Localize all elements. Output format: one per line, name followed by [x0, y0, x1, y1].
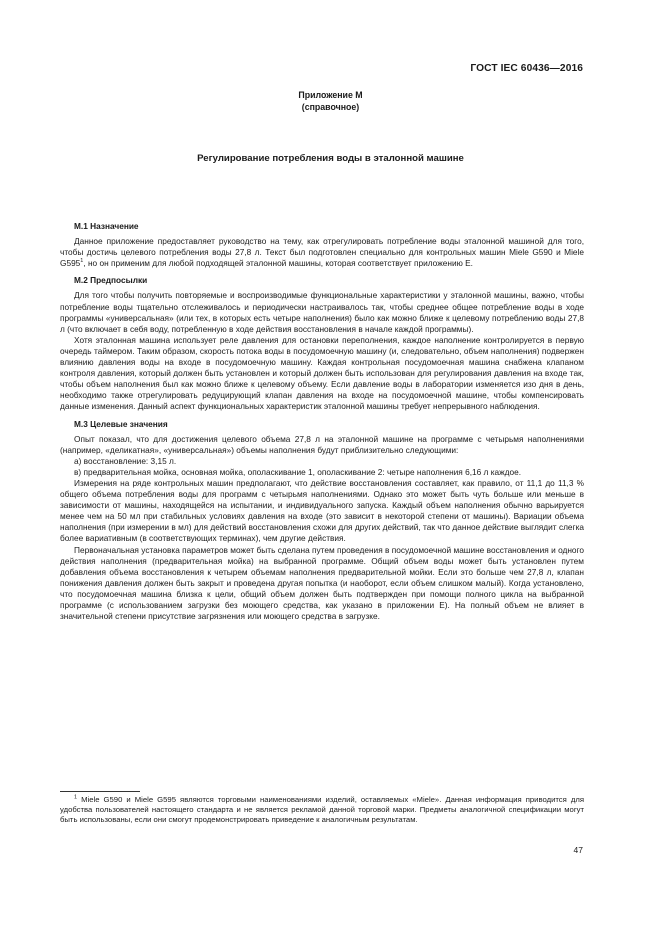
footnote-ref[interactable]: 1 [80, 258, 84, 265]
purpose-text-start: Данное приложение предоставляет руководство на тему, как отрегулировать потребление воды эталонной машиной для того, чтобы достичь целевого потребления воды 27,8 л. Текст был подготовлен специально для контрольных машин Miele G590 и Miele G595 [60, 236, 584, 269]
background-paragraph-2: Хотя эталонная машина использует реле давления для остановки переполнения, каждое наполнение контролируется в первую очередь таймером. Таким образом, скорость потока воды в посудомоечную машину (и, следовательно, объем наполнения) подвержен влиянию давления воды на входе в посудомоечную машину. Каждая контрольная посудомоечная машина снабжена клапаном контроля давления, который должен быть установлен и который должен быть использован для регулирования давления на входе так, чтобы объем наполнения был как можно ближе к целевому объему. Если давление воды в лаборатории изменяется изо дня в день, необходимо также отрегулировать редуцирующий клапан давления на входе на посудомоечной машине, чтобы компенсировать данные изменения. Данный аспект функциональных характеристик эталонной машины требует непрерывного наблюдения. [60, 334, 584, 412]
annex-title: Приложение М [298, 90, 363, 100]
targets-paragraph-2: Измерения на ряде контрольных машин предполагают, что действие восстановления составляет, как правило, от 11,1 до 11,3 % общего объема потребления воды для программ с четырьмя наполнениями. Однако это может быть чуть больше или меньше в зависимости от машины, находящейся на испытании, и индивидуального запуска. Каждый объем наполнения обычно варьируется менее чем на 50 мл при стабильных условиях давления на входе (это зависит в некоторой степени от машины). Вариации объема наполнения (при измерении в мл) для действий восстановления схожи для других действий, так что данное действие выглядит слегка более вариативным (в соответствующих терминах), чем другие действия. [60, 477, 584, 544]
annex-subtitle: (справочное) [301, 101, 360, 112]
annex-heading [0, 90, 661, 113]
footnote-text: Miele G590 и Miele G595 являются торговыми наименованиями изделий, оставляемых «Miele». Данная информация приводится для удобства пользователей настоящего стандарта и не является рекламой данной торговой марки. Предметы аналогичной спецификации могут быть использованы, если они смогут продемонстрировать приведение к аналогичным результатам. [60, 795, 584, 825]
background-paragraph-1: Для того чтобы получить повторяемые и воспроизводимые функциональные характеристики у эталонной машины, важно, чтобы потребление воды тщательно отслеживалось и периодически настраивалось так, чтобы среднее общее потребление воды в ходе программы «универсальная» (или тех, в которых есть четыре наполнения) было как можно ближе к целевому потреблению воды 27,8 л (что включает в себя воду, потребленную в ходе действия восстановления в начале каждой программы). [60, 290, 584, 334]
section-heading-targets: М.3 Целевые значения [74, 418, 168, 429]
footnote-divider [60, 791, 140, 792]
purpose-paragraph [60, 236, 584, 269]
standard-designation: ГОСТ IEC 60436—2016 [470, 63, 583, 74]
page-number: 47 [573, 845, 583, 855]
section-heading-purpose: М.1 Назначение [74, 221, 139, 231]
targets-paragraph-1: Опыт показал, что для достижения целевого объема 27,8 л на эталонной машине на программе с четырьмя наполнениями (например, «деликатная», «универсальная») объемы наполнения будут приблизительно следующими: [60, 433, 584, 455]
document-body [60, 221, 584, 622]
purpose-text-end: , но он применим для любой подходящей эталонной машины, которая соответствует приложению Е. [83, 258, 473, 269]
targets-list-item-a: а) восстановление: 3,15 л. [74, 455, 177, 466]
targets-list-item-b: в) предварительная мойка, основная мойка, ополаскивание 1, ополаскивание 2: четыре наполнения 6,16 л каждое. [74, 466, 522, 477]
section-heading-background: М.2 Предпосылки [74, 275, 148, 286]
page-title: Регулирование потребления воды в эталонной машине [197, 153, 464, 164]
footnote [60, 795, 584, 826]
footnote-marker: 1 [74, 794, 78, 801]
targets-paragraph-3: Первоначальная установка параметров может быть сделана путем проведения в посудомоечной машине восстановления и одного действия наполнения (предварительная мойка) на выбранной программе. Общий объем воды может быть установлен путем добавления объема восстановления к четырем объемам наполнения предварительной мойки. Если это больше чем 27,8 л, клапан понижения давления должен быть закрыт и проведена другая попытка (и наоборот, если объем слишком малый). Когда установлено, что посудомоечная машина близка к цели, общий объем должен быть подтвержден при помощи полного цикла на выбранной программе (с использованием загрузки без моющего средства, как указано в приложении Е). На полный объем не влияет в значительной степени присутствие загрязнения или моющего средства в загрузке. [60, 544, 584, 622]
